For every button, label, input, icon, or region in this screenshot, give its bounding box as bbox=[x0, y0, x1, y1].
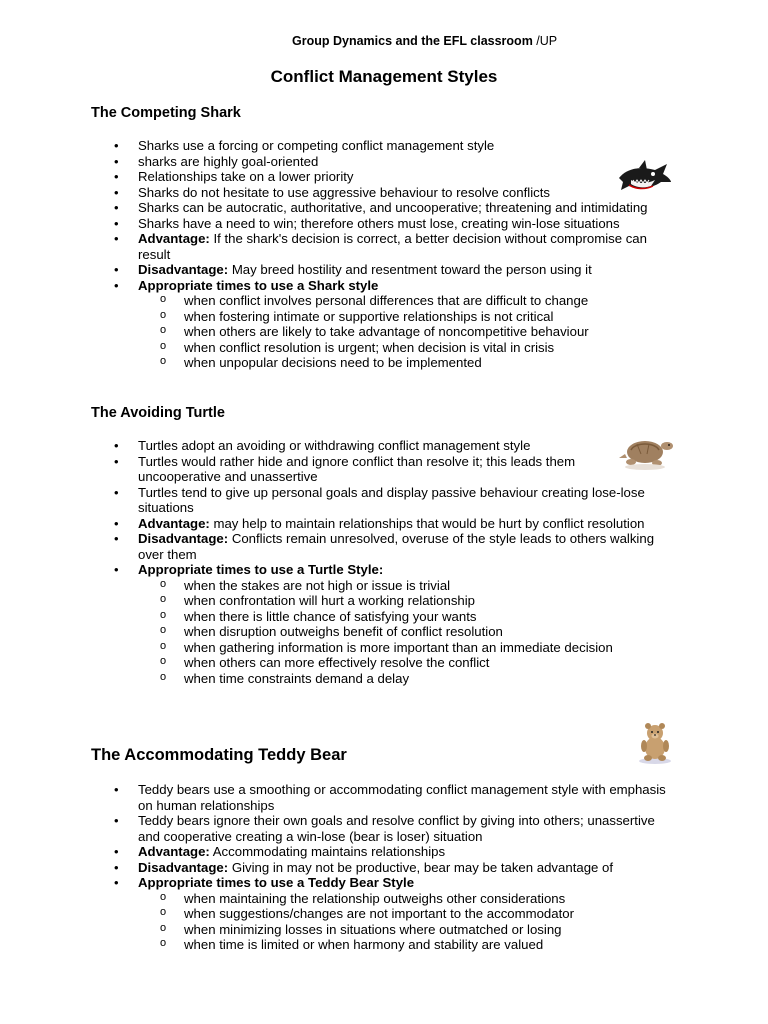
sub-list-item: o when conflict resolution is urgent; when decision is vital in crisis bbox=[138, 340, 673, 356]
list-item: • Turtles adopt an avoiding or withdrawing conflict management style bbox=[138, 438, 673, 454]
teddy-bear-icon bbox=[637, 722, 673, 764]
list-item: • Turtles would rather hide and ignore conflict than resolve it; this leads them uncooperative and unassertive bbox=[138, 454, 673, 485]
list-item: • Turtles tend to give up personal goals and display passive behaviour creating lose-lose situations bbox=[138, 485, 673, 516]
turtle-bullet-list bbox=[138, 438, 673, 686]
list-item: • Teddy bears use a smoothing or accommodating conflict management style with emphasis on human relationships bbox=[138, 782, 673, 813]
list-item: • Sharks have a need to win; therefore others must lose, creating win-lose situations bbox=[138, 216, 673, 232]
list-item: • Sharks do not hesitate to use aggressive behaviour to resolve conflicts bbox=[138, 185, 673, 201]
list-item: • Advantage: If the shark's decision is correct, a better decision without compromise can result bbox=[138, 231, 673, 262]
list-item: • Teddy bears ignore their own goals and resolve conflict by giving into others; unassertive and cooperative creating a win-lose (bear is loser) situation bbox=[138, 813, 673, 844]
sub-list-item: o when minimizing losses in situations where outmatched or losing bbox=[138, 922, 673, 938]
list-item: • sharks are highly goal-oriented bbox=[138, 154, 673, 170]
list-item: • Disadvantage: May breed hostility and resentment toward the person using it bbox=[138, 262, 673, 278]
bear-bullet-list bbox=[138, 782, 673, 953]
shark-bullet-list bbox=[138, 138, 673, 371]
sub-list-item: o when suggestions/changes are not important to the accommodator bbox=[138, 906, 673, 922]
turtle-times-list bbox=[138, 578, 673, 687]
header-suffix: /UP bbox=[532, 34, 558, 48]
sub-list-item: o when others can more effectively resolve the conflict bbox=[138, 655, 673, 671]
list-item: • Advantage: Accommodating maintains relationships bbox=[138, 844, 673, 860]
sub-list-item: o when gathering information is more important than an immediate decision bbox=[138, 640, 673, 656]
section-heading-turtle: The Avoiding Turtle bbox=[91, 405, 225, 421]
sub-list-item: o when there is little chance of satisfying your wants bbox=[138, 609, 673, 625]
list-item: • Disadvantage: Giving in may not be productive, bear may be taken advantage of bbox=[138, 860, 673, 876]
sub-list-item: o when confrontation will hurt a working relationship bbox=[138, 593, 673, 609]
sub-list-item: o when maintaining the relationship outweighs other considerations bbox=[138, 891, 673, 907]
list-item: • Appropriate times to use a Shark style o when conflict involves personal differences that are difficult to change o when fostering intimate or supportive relationships is not critical o when others are likely to take advantage of noncompetitive behaviour o when conflict resolution is urgent; when decision is vital in crisis o when unpopular decisions need to be implemented bbox=[138, 278, 673, 371]
bear-times-list bbox=[138, 891, 673, 953]
sub-list-item: o when time constraints demand a delay bbox=[138, 671, 673, 687]
page-title: Conflict Management Styles bbox=[270, 67, 498, 86]
list-item: • Advantage: may help to maintain relationships that would be hurt by conflict resolution bbox=[138, 516, 673, 532]
section-heading-bear: The Accommodating Teddy Bear bbox=[91, 746, 347, 764]
section-heading-shark: The Competing Shark bbox=[91, 105, 241, 121]
document-header bbox=[292, 34, 557, 48]
shark-times-list bbox=[138, 293, 673, 371]
sub-list-item: o when disruption outweighs benefit of conflict resolution bbox=[138, 624, 673, 640]
sub-list-item: o when the stakes are not high or issue is trivial bbox=[138, 578, 673, 594]
sub-list-item: o when conflict involves personal differences that are difficult to change bbox=[138, 293, 673, 309]
sub-list-item: o when others are likely to take advantage of noncompetitive behaviour bbox=[138, 324, 673, 340]
sub-list-item: o when time is limited or when harmony and stability are valued bbox=[138, 937, 673, 953]
list-item: • Appropriate times to use a Turtle Style: o when the stakes are not high or issue is trivial o when confrontation will hurt a working relationship o when there is little chance of satisfying your wants o when disruption outweighs benefit of conflict resolution o when gathering information is more important than an immediate decision o when others can more effectively resolve the conflict o when time constraints demand a delay bbox=[138, 562, 673, 686]
list-item: • Appropriate times to use a Teddy Bear Style o when maintaining the relationship outweighs other considerations o when suggestions/changes are not important to the accommodator o when minimizing losses in situations where outmatched or losing o when time is limited or when harmony and stability are valued bbox=[138, 875, 673, 953]
list-item: • Relationships take on a lower priority bbox=[138, 169, 673, 185]
sub-list-item: o when unpopular decisions need to be implemented bbox=[138, 355, 673, 371]
course-name: Group Dynamics and the EFL classroom bbox=[292, 34, 533, 48]
list-item: • Sharks use a forcing or competing conflict management style bbox=[138, 138, 673, 154]
list-item: • Disadvantage: Conflicts remain unresolved, overuse of the style leads to others walking over them bbox=[138, 531, 673, 562]
sub-list-item: o when fostering intimate or supportive relationships is not critical bbox=[138, 309, 673, 325]
list-item: • Sharks can be autocratic, authoritative, and uncooperative; threatening and intimidating bbox=[138, 200, 673, 216]
